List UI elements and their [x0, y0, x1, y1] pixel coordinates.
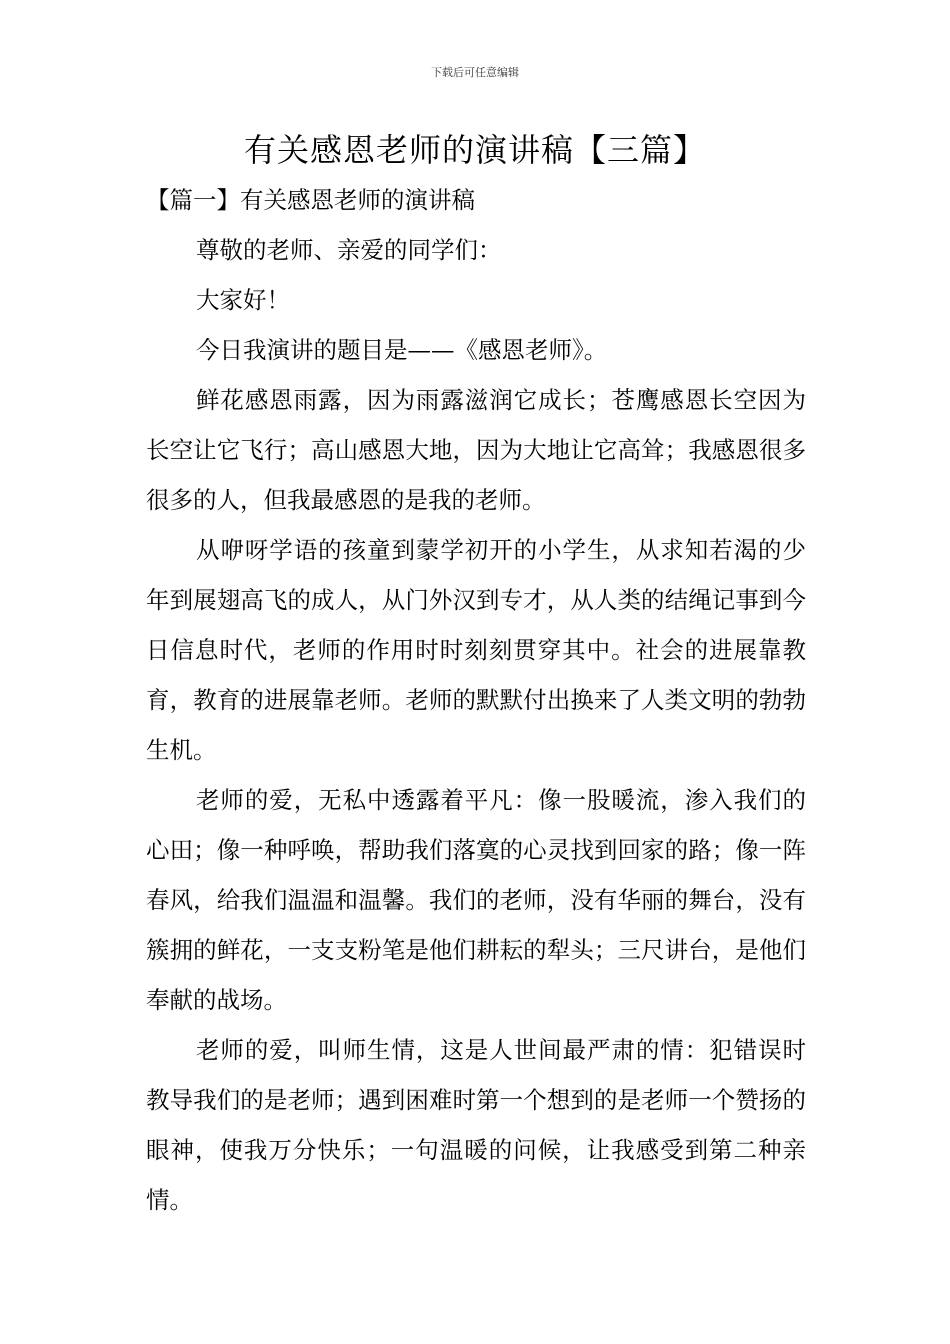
document-body — [146, 175, 806, 1225]
section-heading: 【篇一】有关感恩老师的演讲稿 — [146, 186, 475, 214]
greeting-paragraph: 大家好！ — [196, 286, 290, 314]
salutation-paragraph: 尊敬的老师、亲爱的同学们： — [196, 236, 502, 264]
header-note: 下载后可任意编辑 — [431, 66, 519, 79]
body-paragraph: 鲜花感恩雨露，因为雨露滋润它成长；苍鹰感恩长空因为长空让它飞行；高山感恩大地，因为大地让它高耸；我感恩很多很多的人，但我最感恩的是我的老师。 — [146, 386, 806, 514]
topic-paragraph: 今日我演讲的题目是——《感恩老师》。 — [196, 336, 608, 364]
body-paragraph: 老师的爱，叫师生情，这是人世间最严肃的情：犯错误时教导我们的是老师；遇到困难时第一个想到的是老师一个赞扬的眼神，使我万分快乐；一句温暖的问候，让我感受到第二种亲情。 — [146, 1036, 806, 1214]
body-paragraph: 老师的爱，无私中透露着平凡：像一股暖流，渗入我们的心田；像一种呼唤，帮助我们落寞的心灵找到回家的路；像一阵春风，给我们温温和温馨。我们的老师，没有华丽的舞台，没有簇拥的鲜花，一支支粉笔是他们耕耘的犁头；三尺讲台，是他们奉献的战场。 — [146, 786, 806, 1014]
body-paragraph: 从咿呀学语的孩童到蒙学初开的小学生，从求知若渴的少年到展翅高飞的成人，从门外汉到专才，从人类的结绳记事到今日信息时代，老师的作用时时刻刻贯穿其中。社会的进展靠教育，教育的进展靠老师。老师的默默付出换来了人类文明的勃勃生机。 — [146, 536, 806, 764]
document-title: 有关感恩老师的演讲稿【三篇】 — [243, 131, 706, 169]
